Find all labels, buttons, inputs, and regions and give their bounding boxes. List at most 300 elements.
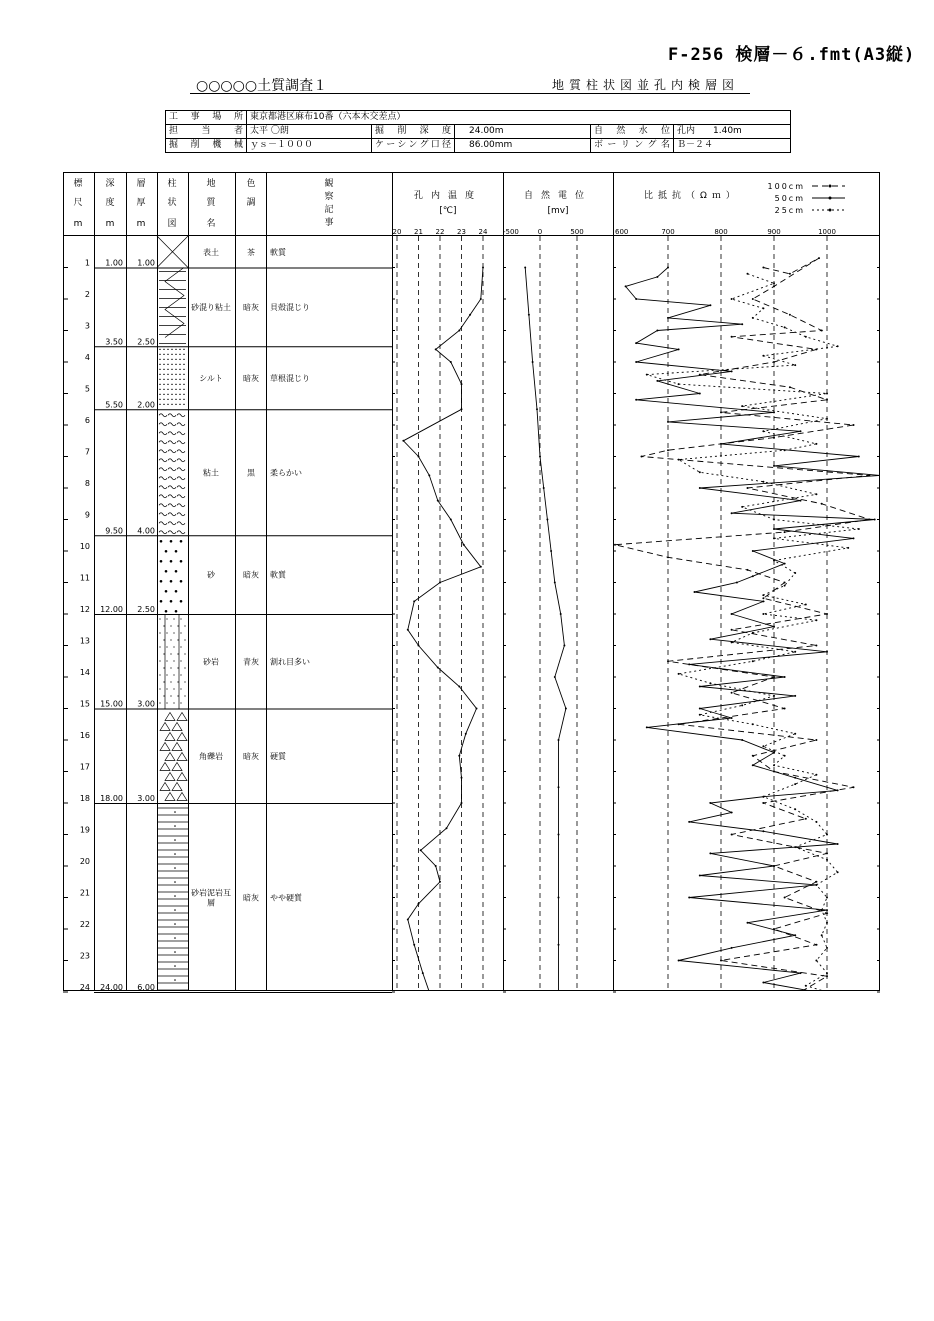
chart-series — [402, 257, 881, 993]
series-point-1-0-11 — [554, 676, 556, 678]
series-point-2-2-51 — [794, 808, 796, 810]
pattern-triangle — [165, 713, 175, 721]
axis-tick-label-2-4: 1000 — [818, 228, 836, 236]
series-point-2-2-42 — [699, 714, 701, 716]
pattern-stroke — [168, 450, 176, 453]
pattern-dot — [170, 695, 171, 696]
layer-soil-name-3-0: 粘土 — [203, 468, 219, 478]
series-point-2-0-39 — [853, 786, 855, 788]
series-point-2-1-68 — [815, 991, 817, 993]
series-point-1-0-5 — [543, 487, 545, 489]
pattern-dot — [160, 580, 163, 583]
series-point-2-0-25 — [747, 569, 749, 571]
series-point-2-0-9 — [773, 361, 775, 363]
pattern-dot — [180, 702, 181, 703]
series-point-2-1-38 — [688, 663, 690, 665]
series-point-2-2-3 — [762, 307, 764, 309]
header-thick-1: 層 — [136, 179, 146, 189]
series-point-2-1-53 — [688, 821, 690, 823]
series-point-1-0-16 — [558, 897, 560, 899]
header-remarks-3: 記 — [324, 205, 334, 215]
depth-label: 掘削深度 — [372, 125, 455, 139]
series-point-0-0-26 — [446, 827, 448, 829]
header-soil-3: 名 — [206, 219, 216, 229]
water-value: 孔内 1.40m — [674, 125, 791, 139]
series-point-2-0-5 — [789, 314, 791, 316]
series-point-2-2-56 — [837, 871, 839, 873]
pattern-stroke — [177, 450, 185, 453]
series-point-2-1-58 — [699, 875, 701, 877]
pattern-stroke — [177, 486, 185, 489]
pattern-stroke — [159, 531, 167, 534]
pattern-stroke — [177, 504, 185, 507]
temp-unit: [℃] — [439, 206, 457, 216]
layer-thick-3: 4.00 — [137, 526, 155, 536]
layer-depth-0: 1.00 — [105, 258, 123, 268]
layer-pattern-sandyclay — [159, 268, 186, 344]
layer-note-4: 軟質 — [270, 570, 286, 580]
series-point-0-0-28 — [435, 865, 437, 867]
layer-color-7: 暗灰 — [243, 893, 259, 903]
pattern-stroke — [168, 459, 176, 462]
pattern-dot — [174, 909, 176, 911]
pattern-dot — [173, 646, 174, 647]
pattern-stroke — [168, 423, 176, 426]
series-point-2-0-7 — [731, 336, 733, 338]
pattern-dot — [163, 653, 164, 654]
pattern-triangle — [172, 783, 182, 791]
series-point-2-2-37 — [752, 660, 754, 662]
pattern-dot — [160, 560, 163, 563]
series-point-2-2-41 — [741, 704, 743, 706]
series-point-2-1-29 — [784, 563, 786, 565]
pattern-dot — [174, 881, 176, 883]
series-point-2-1-1 — [656, 276, 658, 278]
series-point-2-1-55 — [837, 843, 839, 845]
pattern-stroke — [168, 495, 176, 498]
chart-series-group-0 — [402, 267, 484, 994]
series-point-1-0-15 — [558, 834, 560, 836]
series-point-0-0-20 — [458, 686, 460, 688]
pattern-dot — [159, 660, 160, 661]
legend — [768, 182, 845, 215]
series-point-2-0-46 — [784, 897, 786, 899]
pattern-stroke — [177, 468, 185, 471]
depth-label-2: 2 — [84, 290, 90, 299]
series-point-2-1-12 — [656, 380, 658, 382]
series-line-2-1 — [626, 268, 880, 993]
pattern-stroke — [177, 432, 185, 435]
pattern-stroke — [168, 486, 176, 489]
pattern-dot — [180, 674, 181, 675]
series-point-2-2-11 — [678, 383, 680, 385]
series-point-2-2-45 — [762, 745, 764, 747]
header-depth-2: 度 — [105, 198, 115, 208]
series-point-2-0-30 — [815, 645, 817, 647]
series-point-2-1-47 — [752, 764, 754, 766]
series-point-2-0-50 — [720, 960, 722, 962]
series-point-2-1-5 — [667, 317, 669, 319]
series-point-2-2-46 — [784, 755, 786, 757]
pattern-triangle — [177, 793, 187, 801]
series-point-2-1-24 — [731, 512, 733, 514]
series-point-0-0-1 — [480, 298, 482, 300]
depth-label-21: 21 — [79, 888, 90, 898]
series-point-0-0-21 — [476, 708, 478, 710]
series-point-2-2-1 — [773, 282, 775, 284]
series-point-2-2-61 — [821, 934, 823, 936]
series-point-2-1-32 — [694, 591, 696, 593]
layer-depth-1: 3.50 — [105, 337, 123, 347]
pattern-dot — [180, 540, 183, 543]
series-point-2-1-40 — [699, 686, 701, 688]
series-point-2-1-21 — [879, 474, 881, 476]
series-point-2-2-0 — [747, 273, 749, 275]
header-remarks-4: 事 — [324, 218, 334, 228]
pattern-dot — [174, 979, 176, 981]
pattern-dot — [170, 653, 171, 654]
depth-label-15: 15 — [79, 699, 90, 709]
chart-grid-0 — [393, 228, 488, 991]
pattern-dot — [166, 688, 167, 689]
series-point-2-1-66 — [800, 972, 802, 974]
layer-thick-7: 6.00 — [137, 983, 155, 992]
depth-label-22: 22 — [79, 920, 90, 929]
pattern-dot — [170, 600, 173, 603]
legend-marker-0 — [829, 185, 832, 188]
pattern-stroke — [159, 513, 167, 516]
series-point-2-2-26 — [847, 547, 849, 549]
pattern-stroke — [159, 495, 167, 498]
depth-rows — [63, 236, 880, 993]
series-point-0-0-11 — [437, 500, 439, 502]
series-point-2-1-19 — [858, 456, 860, 458]
res-title: 比抵抗（Ωｍ） — [644, 191, 740, 201]
layer-color-2: 暗灰 — [243, 373, 259, 383]
layer-thick-0: 1.00 — [137, 258, 155, 268]
series-point-0-0-17 — [407, 629, 409, 631]
layer-soil-name-4-0: 砂 — [207, 570, 215, 580]
layer-thick-6: 3.00 — [137, 794, 155, 803]
header-soil-2: 質 — [206, 198, 216, 208]
series-point-2-1-31 — [736, 582, 738, 584]
series-point-2-0-34 — [784, 708, 786, 710]
series-point-2-1-57 — [773, 865, 775, 867]
layer-pattern-clay — [159, 414, 185, 534]
series-point-2-0-16 — [667, 449, 669, 451]
pattern-stroke — [177, 441, 185, 444]
layer-depth-5: 15.00 — [100, 699, 123, 709]
pattern-dot — [177, 653, 178, 654]
series-point-2-2-18 — [678, 459, 680, 461]
series-point-2-2-62 — [826, 947, 828, 949]
series-point-2-0-36 — [815, 739, 817, 741]
series-point-1-0-9 — [560, 613, 562, 615]
pattern-dot — [180, 600, 183, 603]
pattern-dot — [165, 610, 168, 613]
layer-thick-1: 2.50 — [137, 337, 155, 347]
series-point-2-1-39 — [784, 676, 786, 678]
boring-value: Ｂ－２４ — [674, 139, 791, 153]
layer-color-4: 暗灰 — [243, 570, 259, 580]
pattern-triangle — [177, 733, 187, 741]
series-point-2-0-24 — [667, 556, 669, 558]
pattern-dot — [173, 660, 174, 661]
series-point-2-1-22 — [699, 487, 701, 489]
depth-label-16: 16 — [79, 731, 90, 740]
pattern-dot — [165, 570, 168, 573]
layer-note-0: 軟質 — [270, 247, 286, 257]
series-point-2-2-8 — [762, 355, 764, 357]
layer-color-0: 茶 — [247, 247, 255, 257]
pattern-dot — [170, 639, 171, 640]
series-point-1-0-0 — [524, 267, 526, 269]
series-point-0-0-15 — [439, 582, 441, 584]
series-point-2-0-45 — [815, 881, 817, 883]
depth-label-7: 7 — [84, 447, 90, 457]
series-point-0-0-27 — [420, 849, 422, 851]
layer-soil-name-7-0: 砂岩泥岩互 — [191, 888, 231, 898]
series-point-0-0-18 — [418, 645, 420, 647]
series-point-2-2-57 — [815, 884, 817, 886]
series-point-1-0-3 — [536, 408, 538, 410]
pattern-stroke — [177, 414, 185, 417]
depth-label-14: 14 — [79, 668, 90, 677]
pattern-triangle — [177, 753, 187, 761]
series-point-1-0-1 — [528, 314, 530, 316]
series-point-2-0-15 — [773, 437, 775, 439]
pattern-dot — [174, 867, 176, 869]
pattern-dot — [166, 618, 167, 619]
series-point-2-0-19 — [747, 487, 749, 489]
series-point-2-1-20 — [773, 465, 775, 467]
series-point-0-0-34 — [428, 991, 430, 993]
series-point-2-2-36 — [794, 651, 796, 653]
layer-depth-7: 24.00 — [100, 983, 123, 992]
series-point-2-0-26 — [784, 582, 786, 584]
boring-label: ボーリング名 — [591, 139, 674, 153]
layer-color-1: 暗灰 — [243, 302, 259, 312]
series-point-2-2-14 — [826, 418, 828, 420]
series-point-2-0-37 — [752, 755, 754, 757]
pattern-triangle — [160, 763, 170, 771]
layer-color-3: 黒 — [247, 468, 255, 478]
series-point-2-0-22 — [784, 531, 786, 533]
pattern-stroke — [159, 414, 167, 417]
machine-label: 掘削機械 — [166, 139, 247, 153]
series-point-2-0-17 — [641, 456, 643, 458]
series-point-2-1-42 — [699, 708, 701, 710]
depth-label-23: 23 — [79, 951, 90, 961]
header-scale-3: m — [73, 219, 83, 229]
pattern-stroke — [168, 531, 176, 534]
legend-label-2: 25cm — [774, 206, 805, 215]
pattern-stroke — [168, 468, 176, 471]
pattern-dot — [170, 667, 171, 668]
series-point-1-0-2 — [532, 361, 534, 363]
series-point-2-0-12 — [826, 399, 828, 401]
series-point-2-2-65 — [805, 985, 807, 987]
series-point-2-0-11 — [789, 386, 791, 388]
header-column-2: 状 — [167, 198, 177, 208]
sp-title: 自然電位 — [523, 191, 593, 201]
axis-tick-label-2-1: 700 — [661, 228, 675, 236]
series-point-2-1-0 — [667, 267, 669, 269]
pattern-dot — [174, 923, 176, 925]
pattern-triangle — [165, 793, 175, 801]
pattern-dot — [177, 695, 178, 696]
series-point-2-1-9 — [678, 348, 680, 350]
series-point-2-2-48 — [815, 774, 817, 776]
series-point-2-2-43 — [752, 723, 754, 725]
axis-tick-label-2-2: 800 — [714, 228, 728, 236]
series-point-0-0-31 — [407, 919, 409, 921]
depth-label-13: 13 — [79, 636, 90, 646]
pattern-stroke — [165, 268, 184, 338]
layer-pattern-silt — [159, 349, 186, 404]
pattern-dot — [177, 625, 178, 626]
pattern-dot — [174, 853, 176, 855]
layer-color-5: 青灰 — [243, 657, 259, 667]
layer-soil-name-0-0: 表土 — [203, 247, 219, 257]
series-point-2-1-7 — [656, 330, 658, 332]
pattern-dot — [163, 639, 164, 640]
series-point-0-0-30 — [418, 903, 420, 905]
layer-note-3: 柔らかい — [270, 468, 302, 478]
series-point-2-2-58 — [826, 897, 828, 899]
pattern-stroke — [177, 495, 185, 498]
depth-label-20: 20 — [79, 857, 90, 866]
series-point-2-1-11 — [731, 370, 733, 372]
pattern-stroke — [159, 423, 167, 426]
series-point-2-1-48 — [794, 777, 796, 779]
layer-depth-6: 18.00 — [100, 794, 123, 803]
pattern-dot — [163, 625, 164, 626]
series-point-0-0-7 — [461, 408, 463, 410]
depth-label-5: 5 — [84, 384, 90, 394]
person-value: 太平 〇朗 — [247, 125, 372, 139]
pattern-stroke — [159, 486, 167, 489]
layer-note-6: 硬質 — [270, 751, 286, 761]
pattern-dot — [170, 625, 171, 626]
pattern-triangle — [177, 713, 187, 721]
pattern-dot — [184, 695, 185, 696]
pattern-stroke — [168, 513, 176, 516]
depth-label-10: 10 — [79, 542, 90, 551]
header-depth-1: 深 — [105, 179, 115, 189]
pattern-dot — [163, 667, 164, 668]
series-point-2-1-45 — [741, 739, 743, 741]
pattern-dot — [184, 639, 185, 640]
legend-marker-2 — [829, 209, 832, 212]
series-point-2-2-2 — [731, 298, 733, 300]
depth-label-3: 3 — [84, 321, 90, 331]
axis-tick-label-1-0: -500 — [503, 228, 519, 236]
series-point-2-1-52 — [731, 812, 733, 814]
layer-soil-name-7-1: 層 — [207, 898, 215, 908]
pattern-dot — [174, 951, 176, 953]
series-point-0-0-9 — [418, 456, 420, 458]
pattern-dot — [159, 702, 160, 703]
header-scale-2: 尺 — [73, 198, 83, 208]
series-point-2-0-52 — [800, 991, 802, 993]
depth-label-19: 19 — [79, 825, 90, 835]
pattern-dot — [175, 570, 178, 573]
depth-label-9: 9 — [84, 510, 90, 520]
series-point-1-0-12 — [565, 708, 567, 710]
series-point-0-0-5 — [450, 361, 452, 363]
layer-pattern-alternation — [157, 808, 188, 990]
series-point-0-0-24 — [461, 777, 463, 779]
site-label: 工事場所 — [166, 111, 247, 125]
series-point-2-2-16 — [815, 443, 817, 445]
series-point-2-2-33 — [815, 619, 817, 621]
series-point-2-2-17 — [784, 449, 786, 451]
header-color-2: 調 — [246, 198, 256, 208]
series-point-0-0-3 — [458, 330, 460, 332]
layer-note-5: 割れ目多い — [270, 657, 310, 667]
series-point-2-1-28 — [752, 550, 754, 552]
layer-soil-name-5-0: 砂岩 — [203, 657, 219, 667]
series-point-0-0-6 — [461, 383, 463, 385]
pattern-stroke — [168, 504, 176, 507]
pattern-dot — [184, 681, 185, 682]
pattern-stroke — [168, 414, 176, 417]
layer-color-6: 暗灰 — [243, 751, 259, 761]
legend-marker-1 — [829, 197, 832, 200]
series-point-2-0-23 — [614, 544, 616, 546]
axis-tick-label-1-2: 500 — [570, 228, 584, 236]
layer-pattern-sand — [160, 540, 183, 613]
pattern-dot — [173, 702, 174, 703]
pattern-stroke — [159, 468, 167, 471]
pattern-dot — [166, 702, 167, 703]
pattern-dot — [165, 590, 168, 593]
series-point-0-0-12 — [450, 519, 452, 521]
pattern-stroke — [159, 432, 167, 435]
series-point-2-2-29 — [784, 585, 786, 587]
series-point-2-1-27 — [853, 537, 855, 539]
layer-note-2: 草根混じり — [270, 373, 310, 383]
series-point-2-1-25 — [874, 519, 876, 521]
series-point-2-0-13 — [720, 411, 722, 413]
series-point-2-0-14 — [853, 424, 855, 426]
pattern-triangle — [172, 743, 182, 751]
pattern-dot — [166, 674, 167, 675]
series-point-0-0-10 — [428, 474, 430, 476]
pattern-triangle — [172, 763, 182, 771]
chart-kind-title: 地質柱状図並孔内検層図 — [552, 78, 740, 92]
series-point-0-0-13 — [463, 544, 465, 546]
series-point-2-0-41 — [805, 818, 807, 820]
series-point-2-2-23 — [773, 519, 775, 521]
series-point-2-0-20 — [821, 503, 823, 505]
pattern-stroke — [159, 522, 167, 525]
casing-value: 86.00mm — [455, 139, 591, 153]
axis-tick-label-1-1: 0 — [537, 228, 543, 236]
series-point-2-2-35 — [731, 641, 733, 643]
legend-label-0: 100cm — [767, 182, 805, 191]
series-point-2-1-10 — [635, 361, 637, 363]
series-point-2-0-4 — [752, 298, 754, 300]
axis-tick-label-0-0: 20 — [392, 228, 402, 236]
series-point-2-1-35 — [773, 626, 775, 628]
header-remarks-2: 察 — [324, 192, 334, 202]
series-point-2-1-2 — [625, 285, 627, 287]
series-point-0-0-33 — [422, 972, 424, 974]
series-point-2-2-34 — [752, 632, 754, 634]
series-point-2-2-49 — [794, 783, 796, 785]
